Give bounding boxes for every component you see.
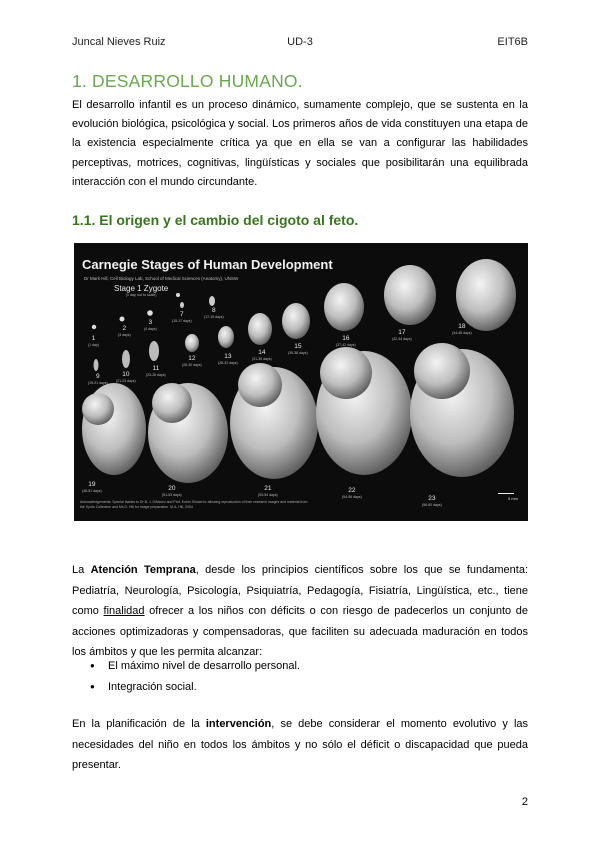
carnegie-stages-figure <box>74 243 528 521</box>
stage-label: 1 (1 day) <box>88 335 99 347</box>
stage-label: 9 (19-21 days) <box>88 373 108 385</box>
embryo-stage-10 <box>122 350 130 368</box>
stage-label: 19 (48-51 days) <box>82 481 102 493</box>
embryo-stage-9 <box>94 359 99 371</box>
embryo-stage-16 <box>324 283 364 331</box>
bold-term: intervención <box>205 718 272 730</box>
early-care-paragraph: La Atención Temprana, desde los principios científicos sobre los que se fundamenta: Pediatría, Neurología, Psicología, Psiquiatría, Pedagogía, Fisiatría, Lingüística, etc., tiene como finalidad ofrecer a los niños con déficits o con riesgo de padecerlos un conjunto de acciones optimizadoras y compensadoras, que faciliten su adecuada maduración en todos los ámbitos y que les permita alcanzar: <box>72 564 529 658</box>
underlined-term: finalidad <box>103 605 145 617</box>
subsection-title: 1.1. El origen y el cambio del cigoto al feto. <box>72 212 359 228</box>
stage-label: 17 (42-44 days) <box>392 329 412 341</box>
stage-label: 7 (15-17 days) <box>172 311 192 323</box>
stage-label: 20 (51-53 days) <box>162 485 182 497</box>
stage-label: 16 (37-42 days) <box>336 335 356 347</box>
bold-term: Atención Temprana <box>90 564 196 576</box>
embryo-stage-11 <box>149 341 159 361</box>
embryo-stage-12 <box>185 334 199 352</box>
stage-label: 23 (56-60 days) <box>422 495 442 507</box>
stage-label: 13 (28-32 days) <box>218 353 238 365</box>
stage-label: 21 (53-54 days) <box>258 485 278 497</box>
embryo-stage-18 <box>456 259 516 331</box>
embryo-stage-15 <box>282 303 310 339</box>
header-unit: UD-3 <box>287 36 313 48</box>
stage-label: 2 (3 days) <box>118 325 131 337</box>
list-item: ● El máximo nivel de desarrollo personal. <box>90 656 300 677</box>
stage-label: 18 (44-48 days) <box>452 323 472 335</box>
intro-paragraph: El desarrollo infantil es un proceso dinámico, sumamente complejo, que se sustenta en la evolución biológica, psicológica y social. Los primeros años de vida constituyen una etapa de la existencia especialmente crítica ya que en ella se van a configurar las habilidades perceptivas, motrices, cognitivas, lingüísticas y sociales que posibilitarán una equilibrada interacción con el mundo circundante. <box>72 99 528 188</box>
page-number: 2 <box>521 796 528 808</box>
stage-label: 12 (26-30 days) <box>182 355 202 367</box>
figure-acknowledgements: Acknowledgements: Special thanks to Dr B. J. DiMarco and Prof. Kohei Shiota for allowing reproduction of their research images and material from the Kyoto Collection and Ms D. Hill for image preparation. M.A. Hill, 2004 <box>80 500 308 509</box>
stage-label: 22 (54-56 days) <box>342 487 362 499</box>
stage-label: 3 (4 days) <box>144 319 157 331</box>
stage-label: 10 (21-23 days) <box>116 371 136 383</box>
embryo-stage-17 <box>384 265 436 325</box>
embryo-stage-1 <box>92 325 96 329</box>
stage-label: 11 (23-26 days) <box>146 365 166 377</box>
goals-list <box>90 656 300 697</box>
section-title: 1. DESARROLLO HUMANO. <box>72 71 303 91</box>
embryo-stage-14 <box>248 313 272 345</box>
header-code: EIT6B <box>497 36 528 48</box>
embryo-stage-8 <box>209 296 215 306</box>
stage-label: 8 (17-19 days) <box>204 307 224 319</box>
stage-label: 15 (35-38 days) <box>288 343 308 355</box>
scale-bar <box>498 493 514 494</box>
list-item: ● Integración social. <box>90 677 300 698</box>
stage-label: 14 (31-35 days) <box>252 349 272 361</box>
page-header <box>72 36 528 52</box>
header-author: Juncal Nieves Ruiz <box>72 36 166 48</box>
planning-paragraph: En la planificación de la intervención, se debe considerar el momento evolutivo y las necesidades del niño en todos los ámbitos y no sólo el déficit o discapacidad que pueda presentar. <box>72 718 528 771</box>
embryo-stage-2 <box>120 317 125 322</box>
embryo-stage-13 <box>218 326 234 348</box>
embryo-stage-zygote <box>176 293 180 297</box>
embryo-stage-7 <box>180 302 184 308</box>
stage-zygote-label: Stage 1 Zygote (1 day, not to scale) <box>114 284 169 297</box>
figure-title: Carnegie Stages of Human Development <box>82 257 333 272</box>
scale-label: 5 mm <box>508 496 518 501</box>
figure-subtitle: Dr Mark Hill, Cell Biology Lab, School of Medical Sciences (Anatomy), UNSW <box>84 276 239 281</box>
embryo-stage-3 <box>147 310 153 316</box>
